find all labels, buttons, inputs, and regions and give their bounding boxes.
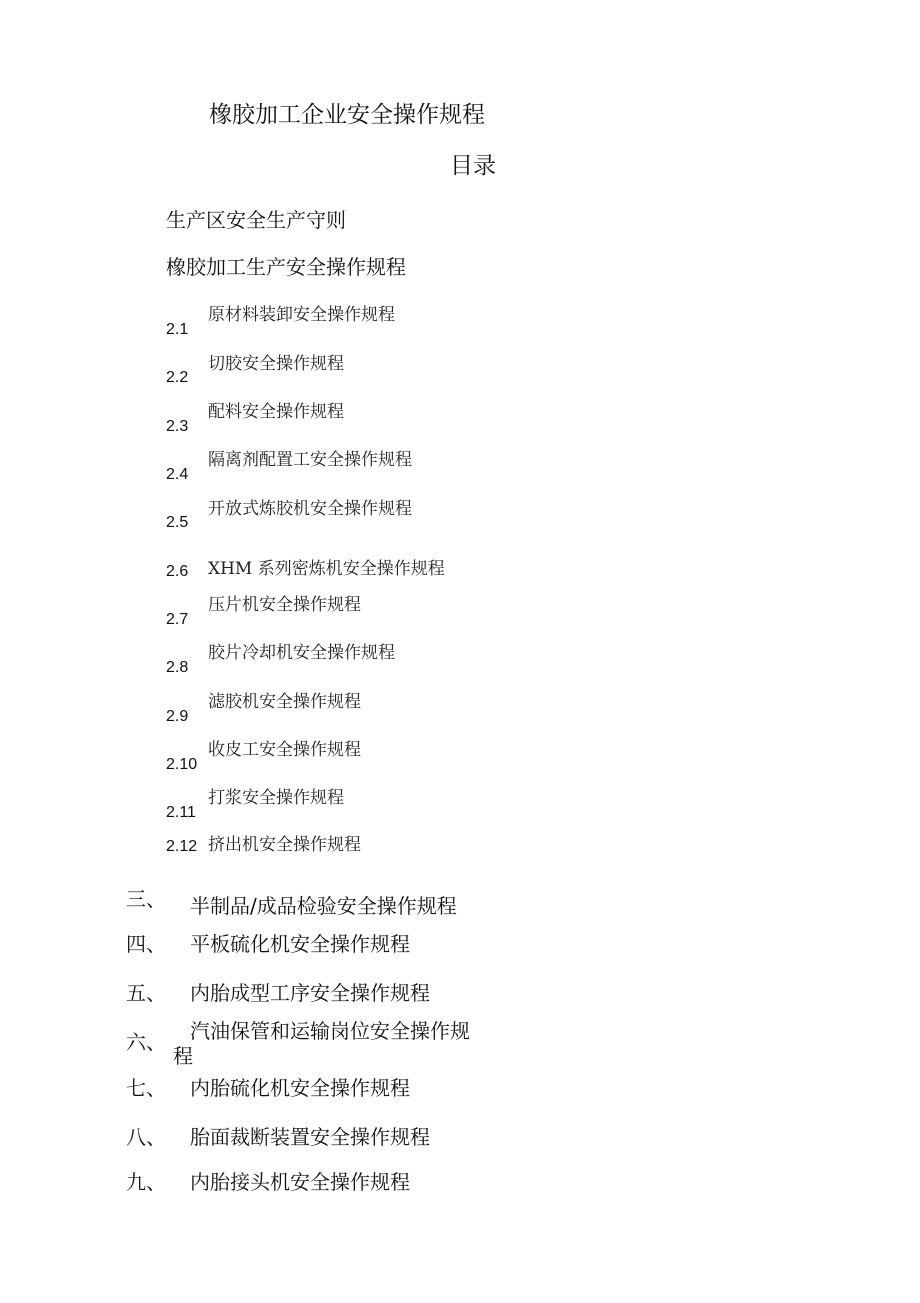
toc-section-text[interactable]: 平板硫化机安全操作规程: [190, 932, 410, 956]
toc-section-number: 三、: [126, 887, 166, 911]
toc-subsection-number: 2.7: [166, 611, 189, 628]
toc-subsection-text[interactable]: 胶片冷却机安全操作规程: [208, 643, 395, 663]
toc-section-text[interactable]: 半制品/成品检验安全操作规程: [190, 894, 457, 918]
toc-subsection-text[interactable]: 打浆安全操作规程: [208, 788, 344, 808]
toc-part-1[interactable]: 生产区安全生产守则: [166, 208, 346, 232]
toc-section-text[interactable]: 汽油保管和运输岗位安全操作规: [190, 1019, 470, 1043]
toc-subsection-number: 2.4: [166, 466, 189, 483]
toc-section-text-wrap: 程: [173, 1044, 193, 1068]
toc-subsection-number: 2.5: [166, 514, 189, 531]
toc-subsection-text[interactable]: 隔离剂配置工安全操作规程: [208, 450, 412, 470]
document-title: 橡胶加工企业安全操作规程: [209, 102, 485, 128]
toc-subsection-text[interactable]: 挤出机安全操作规程: [208, 835, 361, 855]
toc-section-number: 九、: [126, 1170, 166, 1194]
toc-section-number: 八、: [126, 1125, 166, 1149]
toc-subsection-number: 2.11: [166, 804, 196, 821]
toc-subsection-text[interactable]: 开放式炼胶机安全操作规程: [208, 499, 412, 519]
toc-subsection-text[interactable]: 收皮工安全操作规程: [208, 740, 361, 760]
toc-subsection-text[interactable]: 压片机安全操作规程: [208, 595, 361, 615]
toc-section-number: 四、: [126, 932, 166, 956]
toc-section-text[interactable]: 内胎成型工序安全操作规程: [190, 981, 430, 1005]
toc-subsection-number: 2.3: [166, 418, 189, 435]
toc-subsection-number: 2.1: [166, 321, 189, 338]
toc-subsection-number: 2.8: [166, 659, 189, 676]
toc-subsection-text[interactable]: 配料安全操作规程: [208, 402, 344, 422]
toc-subsection-text[interactable]: 原材料装卸安全操作规程: [208, 305, 395, 325]
toc-section-number: 七、: [126, 1076, 166, 1100]
toc-section-text[interactable]: 内胎硫化机安全操作规程: [190, 1076, 410, 1100]
toc-part-2[interactable]: 橡胶加工生产安全操作规程: [166, 255, 406, 279]
toc-subsection-number: 2.2: [166, 369, 189, 386]
toc-subsection-number: 2.6: [166, 563, 189, 580]
toc-subsection-number: 2.10: [166, 756, 198, 773]
toc-subsection-text[interactable]: 切胶安全操作规程: [208, 354, 344, 374]
toc-section-text[interactable]: 胎面裁断装置安全操作规程: [190, 1125, 430, 1149]
toc-section-text[interactable]: 内胎接头机安全操作规程: [190, 1170, 410, 1194]
toc-section-number: 五、: [126, 981, 166, 1005]
toc-subsection-text[interactable]: XHM 系列密炼机安全操作规程: [208, 559, 445, 579]
toc-heading: 目录: [450, 153, 496, 179]
toc-section-number: 六、: [126, 1030, 166, 1054]
toc-subsection-text[interactable]: 滤胶机安全操作规程: [208, 692, 361, 712]
toc-subsection-number: 2.9: [166, 708, 189, 725]
toc-subsection-number: 2.12: [166, 838, 198, 855]
